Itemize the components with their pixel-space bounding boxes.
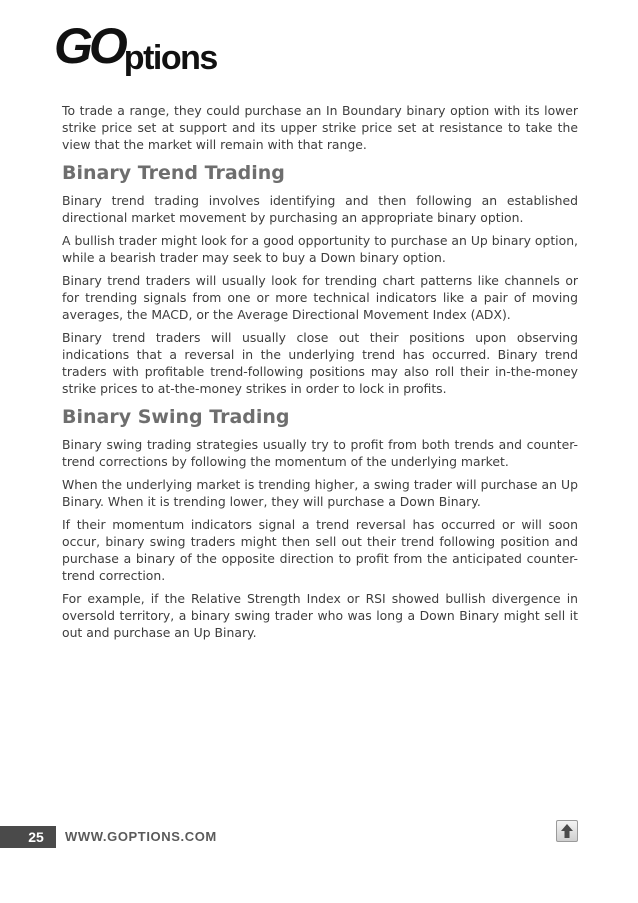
swing-paragraph: If their momentum indicators signal a trend reversal has occurred or will soon occur, binary swing traders might then sell out their trend following position and purchase a binary of the opposite direction to profit from the anticipated counter-trend correction.	[62, 517, 578, 583]
back-to-top-button[interactable]	[556, 820, 578, 842]
trend-paragraph: A bullish trader might look for a good opportunity to purchase an Up binary option, while a bearish trader may seek to buy a Down binary option.	[62, 233, 578, 265]
page-footer	[0, 826, 638, 848]
up-arrow-icon	[560, 823, 574, 839]
trend-paragraph: Binary trend trading involves identifying and then following an established directional market movement by purchasing an appropriate binary option.	[62, 193, 578, 225]
page-number-badge	[0, 826, 56, 848]
page-number: 25	[28, 829, 44, 845]
logo-ptions: ptions	[123, 39, 217, 77]
website-link[interactable]: WWW.GOPTIONS.COM	[65, 829, 217, 844]
trend-paragraph: Binary trend traders will usually close out their positions upon observing indications that a reversal in the underlying trend has occurred. Binary trend traders with profitable trend-following positions may also roll their in-the-money strike prices to at-the-money strikes in order to lock in profits.	[62, 330, 578, 396]
main-content	[62, 102, 578, 647]
section-heading-trend: Binary Trend Trading	[62, 162, 285, 184]
brand-logo	[54, 18, 264, 77]
intro-paragraph: To trade a range, they could purchase an In Boundary binary option with its lower strike price set at support and its upper strike price set at resistance to take the view that the market will remain with that range.	[62, 103, 578, 152]
swing-paragraph: When the underlying market is trending higher, a swing trader will purchase an Up Binary. When it is trending lower, they will purchase a Down Binary.	[62, 477, 578, 509]
trend-paragraph: Binary trend traders will usually look for trending chart patterns like channels or for trending signals from one or more technical indicators like a pair of moving averages, the MACD, or the Average Directional Movement Index (ADX).	[62, 273, 578, 322]
logo-go: GO	[54, 18, 124, 74]
section-heading-swing: Binary Swing Trading	[62, 406, 290, 428]
swing-paragraph: For example, if the Relative Strength Index or RSI showed bullish divergence in oversold territory, a binary swing trader who was long a Down Binary might sell it out and purchase an Up Binary.	[62, 591, 578, 640]
swing-paragraph: Binary swing trading strategies usually try to profit from both trends and counter-trend corrections by following the momentum of the underlying market.	[62, 437, 578, 469]
